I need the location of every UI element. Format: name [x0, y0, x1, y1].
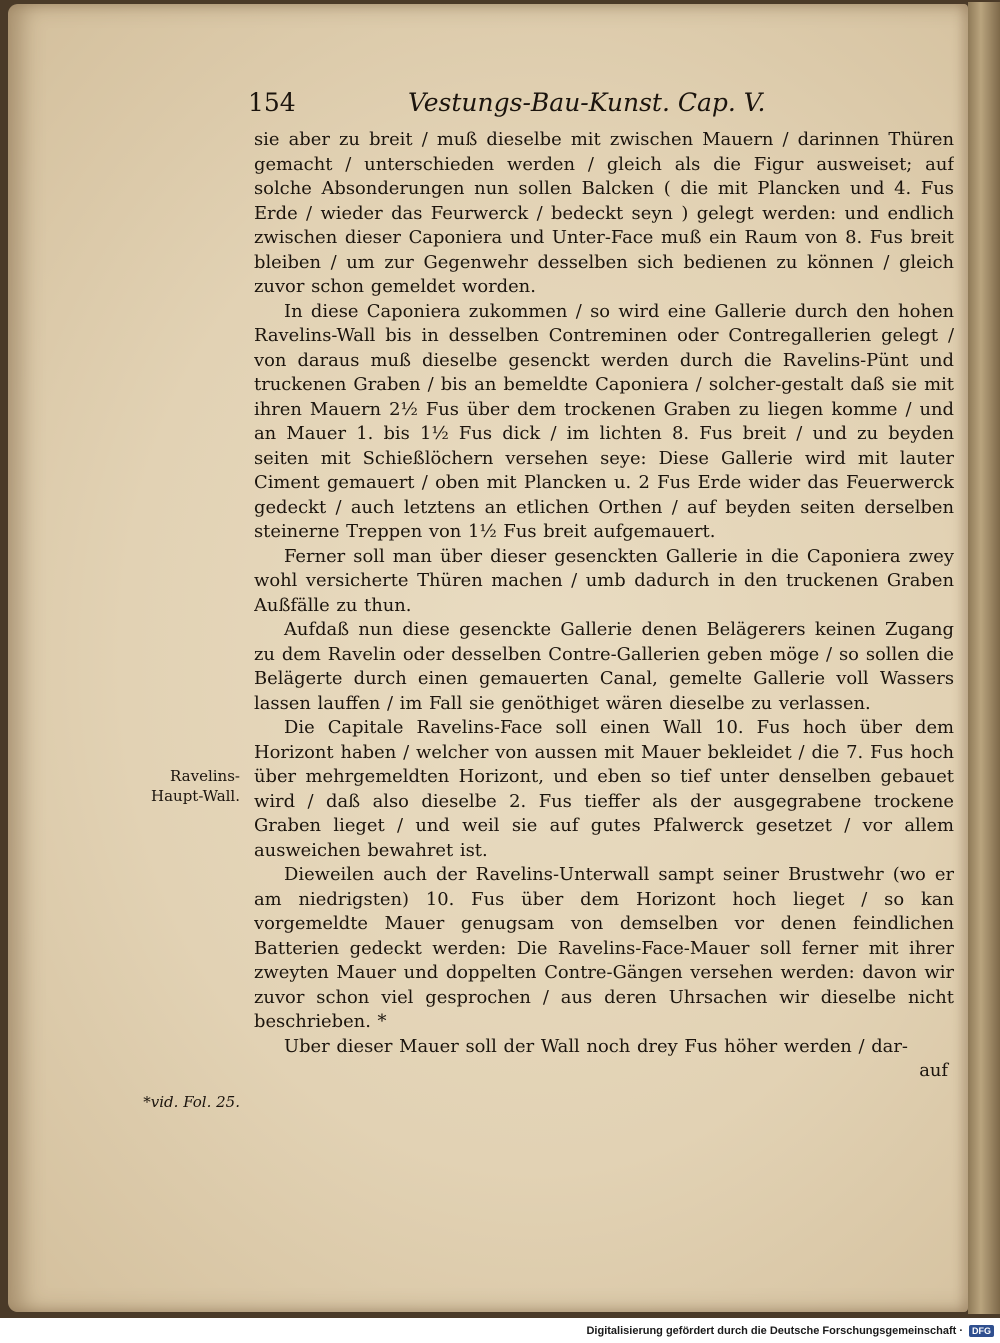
paragraph-2: In diese Caponiera zukommen / so wird eine Gallerie durch den hohen Ravelins-Wall bis in desselben Contreminen oder Contregallerien gelegt / von daraus muß dieselbe gesenckt werden durch die Ravelins-Pünt und truckenen Graben / bis an bemeldte Caponiera / solcher-gestalt daß sie mit ihren Mauern 2½ Fus über dem trockenen Graben zu liegen komme / und an Mauer 1. bis 1½ Fus dick / im lichten 8. Fus breit / und zu beyden seiten mit Schießlöchern versehen seye: Diese Gallerie wird mit lauter Ciment gemauert / oben mit Plancken u. 2 Fus Erde wider das Feuerwerck gedeckt / auch letztens an etlichen Orthen / auf beyden seiten derselben steinerne Treppen von 1½ Fus breit aufgemauert. [254, 300, 954, 542]
page-number: 154 [248, 88, 296, 117]
paragraph-6: Dieweilen auch der Ravelins-Unterwall sampt seiner Brustwehr (wo er am niedrigsten) 10. Fus über dem Horizont hoch lieget / so kan vorgemeldte Mauer genugsam von demselben vor denen feindlichen Batterien gedeckt werden: Die Ravelins-Face-Mauer soll ferner mit ihrer zweyten Mauer und doppelten Contre-Gängen versehen werden: davon wir zuvor schon viel gesprochen / aus deren Uhrsachen wir dieselbe nicht beschrieben. * [254, 864, 954, 1032]
main-text [254, 128, 954, 1178]
catchword: auf [919, 1060, 948, 1081]
paragraph-7: Uber dieser Mauer soll der Wall noch drey Fus höher werden / dar- [284, 1035, 908, 1057]
margin-note-reference: *vid. Fol. 25. [143, 1093, 240, 1111]
margin-note-hauptwall: Ravelins-Haupt-Wall. [151, 767, 240, 805]
paragraph-3: Ferner soll man über dieser gesenckten Gallerie in die Caponiera zwey wohl versicherte Thüren machen / umb dadurch in den truckenen Graben Außfälle zu thun. [254, 545, 954, 616]
digitization-footer [0, 1318, 1000, 1343]
footer-credit: Digitalisierung gefördert durch die Deutsche Forschungsgemeinschaft · [586, 1324, 963, 1337]
page-edge [968, 2, 1000, 1314]
paragraph-1: sie aber zu breit / muß dieselbe mit zwischen Mauern / darinnen Thüren gemacht / unterschieden werden / gleich als die Figur ausweiset; auf solche Absonderungen nun sollen Balcken ( die mit Plancken und 4. Fus Erde / wieder das Feurwerck / bedeckt seyn ) gelegt werden: und endlich zwischen dieser Caponiera und Unter-Face muß ein Raum von 8. Fus breit bleiben / um zur Gegenwehr desselben sich bedienen zu können / gleich zuvor schon gemeldet worden. [254, 129, 954, 297]
running-header [248, 88, 808, 124]
paragraph-4: Aufdaß nun diese gesenckte Gallerie denen Belägerers keinen Zugang zu dem Ravelin oder desselben Contre-Gallerien geben möge / so sollen die Belägerte durch einen gemauerten Canal, gemelte Gallerie voll Wassers lassen lauffen / im Fall sie genöthiget wären dieselbe zu verlassen. [254, 619, 954, 714]
dfg-logo-icon: DFG [969, 1325, 994, 1337]
running-title: Vestungs-Bau-Kunst. Cap. V. [408, 88, 766, 117]
paragraph-5: Die Capitale Ravelins-Face soll einen Wall 10. Fus hoch über dem Horizont haben / welcher von aussen mit Mauer bekleidet / die 7. Fus hoch über mehrgemeldten Horizont, und eben so tief unter denselben gebauet wird / daß also dieselbe 2. Fus tieffer als der ausgegrabene trockene Graben lieget / und weil sie auf gutes Pfalwerck gesetzet / vor allem ausweichen bewahret ist. [254, 717, 954, 861]
